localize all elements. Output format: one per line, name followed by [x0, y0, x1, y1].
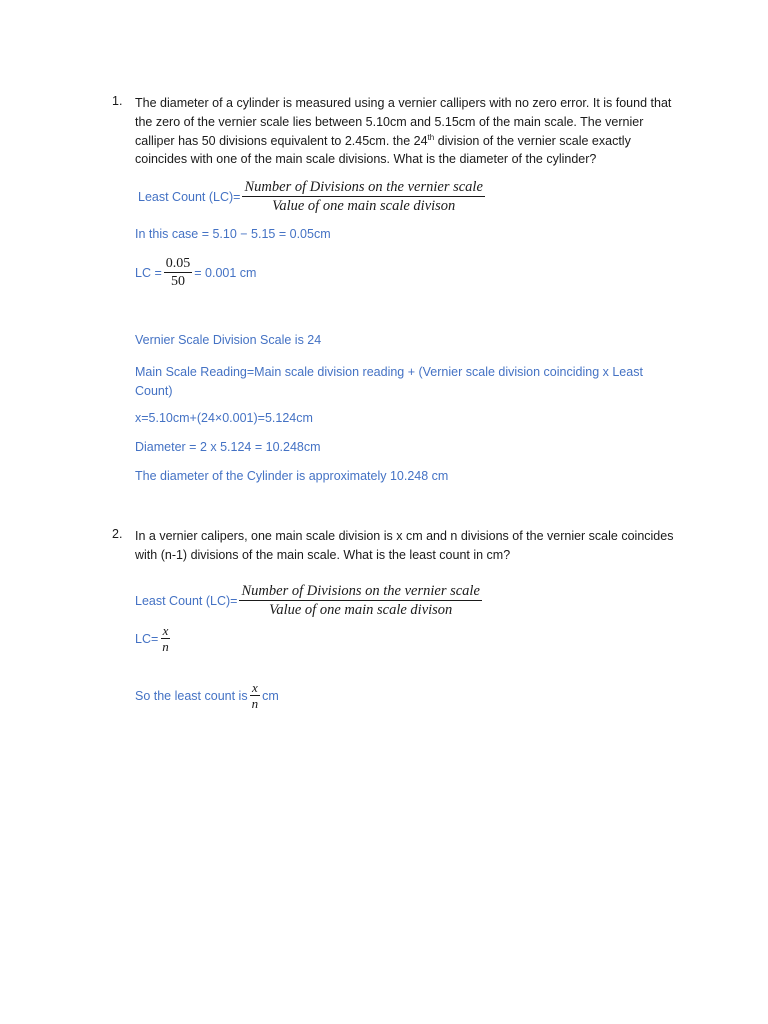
question-1-number: 1. [112, 94, 123, 108]
q2-lc-numerator: Number of Divisions on the vernier scale [241, 583, 480, 599]
q1-lc2-numerator: 0.05 [165, 256, 191, 271]
q2-lc2-label: LC= [135, 631, 159, 646]
q1-lc2-fraction [164, 255, 193, 290]
q2-lc2-numerator: x [162, 623, 169, 638]
q1-least-count-formula [138, 178, 487, 215]
q1-x-line: x=5.10cm+(24×0.001)=5.124cm [135, 411, 313, 425]
q1-lc-numerator: Number of Divisions on the vernier scale [244, 179, 483, 195]
q2-lc2-denominator: n [162, 639, 169, 654]
q1-lc-calculation [135, 255, 256, 290]
q1-lc-fraction [242, 178, 484, 215]
question-1-text-part2: division of the vernier scale exactly coincides with one of the main scale divisions. What is the diameter of the cylinder? [135, 133, 631, 167]
q1-conclusion: The diameter of the Cylinder is approximately 10.248 cm [135, 469, 449, 483]
q2-so-fraction [250, 680, 261, 711]
q1-lc2-label: LC = [135, 265, 162, 280]
q2-so-numerator: x [251, 680, 258, 695]
q2-so-prefix: So the least count is [135, 688, 248, 703]
ordinal-suffix: th [427, 132, 435, 142]
q2-so-denominator: n [251, 696, 259, 711]
q2-lc-label: Least Count (LC)= [135, 593, 238, 608]
q1-case-line: In this case = 5.10 − 5.15 = 0.05cm [135, 227, 331, 241]
question-1-text-part1: The diameter of a cylinder is measured using a vernier callipers with no zero error. It is found that the zero of the vernier scale lies between 5.10cm and 5.15cm of the main scale. The vernier calliper has 50 divisions equivalent to 2.45cm. the 24 [135, 96, 672, 148]
q2-least-count-formula [135, 582, 484, 619]
q1-diameter-line: Diameter = 2 x 5.124 = 10.248cm [135, 440, 321, 454]
q2-lc-fraction [239, 582, 481, 619]
question-1-text [135, 94, 680, 169]
question-2-text: In a vernier calipers, one main scale division is x cm and n divisions of the vernier scale coincides with (n-1) divisions of the main scale. What is the least count in cm? [135, 529, 674, 562]
q2-lc2-fraction [160, 623, 171, 654]
q1-lc-denominator: Value of one main scale divison [272, 198, 456, 214]
q2-so-suffix: cm [262, 688, 279, 703]
q1-lc-label: Least Count (LC)= [138, 189, 241, 204]
q2-conclusion [135, 680, 279, 711]
question-2-number: 2. [112, 527, 123, 541]
q1-msr-line: Main Scale Reading=Main scale division reading + (Vernier scale division coinciding x Least Count) [135, 365, 643, 398]
q2-lc-calculation [135, 623, 173, 654]
q2-lc-denominator: Value of one main scale divison [269, 602, 453, 618]
q1-vsd-line: Vernier Scale Division Scale is 24 [135, 333, 322, 347]
q1-lc2-denominator: 50 [171, 274, 186, 289]
q1-lc2-result: = 0.001 cm [194, 265, 257, 280]
